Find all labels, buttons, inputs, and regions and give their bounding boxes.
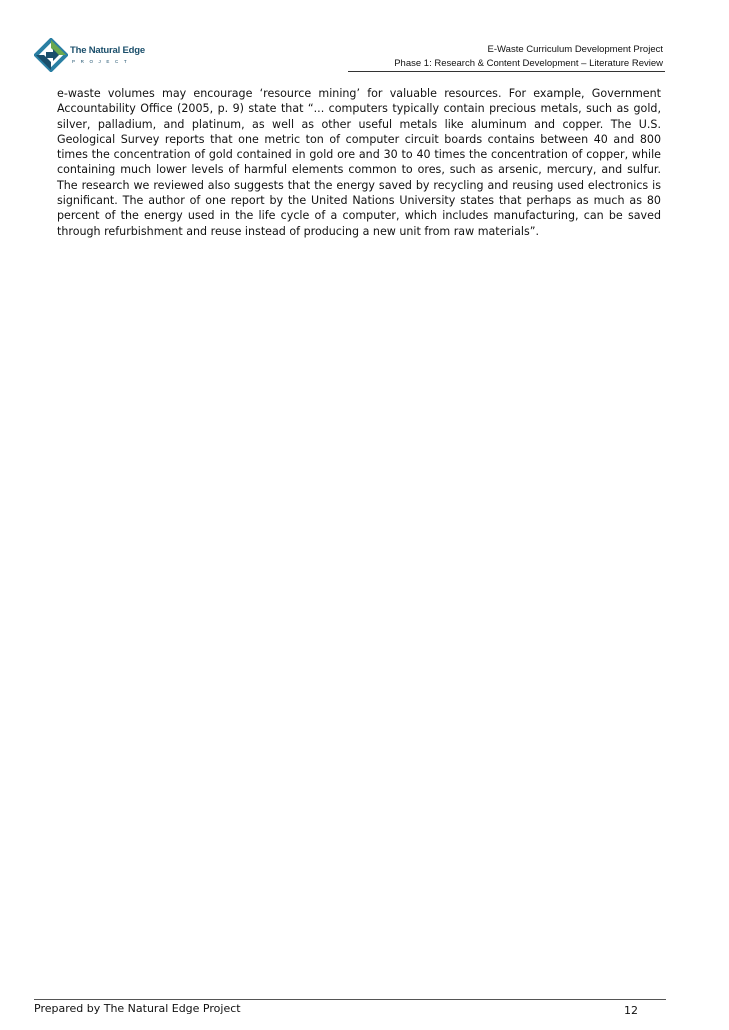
footer-rule <box>34 999 666 1000</box>
logo-subtitle: PROJECT <box>72 59 133 64</box>
natural-edge-logo <box>34 38 144 74</box>
logo-mark-icon <box>34 38 68 72</box>
logo-name: The Natural Edge <box>70 45 145 56</box>
header-rule <box>348 71 665 72</box>
header-project-title: E-Waste Curriculum Development Project <box>487 44 663 55</box>
header-phase-title: Phase 1: Research & Content Development – Literature Review <box>394 58 663 69</box>
footer-prepared-by: Prepared by The Natural Edge Project <box>34 1002 241 1015</box>
body-paragraph: e-waste volumes may encourage ‘resource mining’ for valuable resources. For example, Government Accountability Office (2005, p. 9) state that “... computers typically contain precious metals, such as gold, silver, palladium, and platinum, as well as other useful metals like aluminum and copper. The U.S. Geological Survey reports that one metric ton of computer circuit boards contains between 40 and 800 times the concentration of gold contained in gold ore and 30 to 40 times the concentration of copper, while containing much lower levels of harmful elements common to ores, such as arsenic, mercury, and sulfur. The research we reviewed also suggests that the energy saved by recycling and reusing used electronics is significant. The author of one report by the United Nations University states that perhaps as much as 80 percent of the energy used in the life cycle of a computer, which includes manufacturing, can be saved through refurbishment and reuse instead of producing a new unit from raw materials”. <box>57 87 661 238</box>
footer-page-number: 12 <box>624 1004 638 1017</box>
